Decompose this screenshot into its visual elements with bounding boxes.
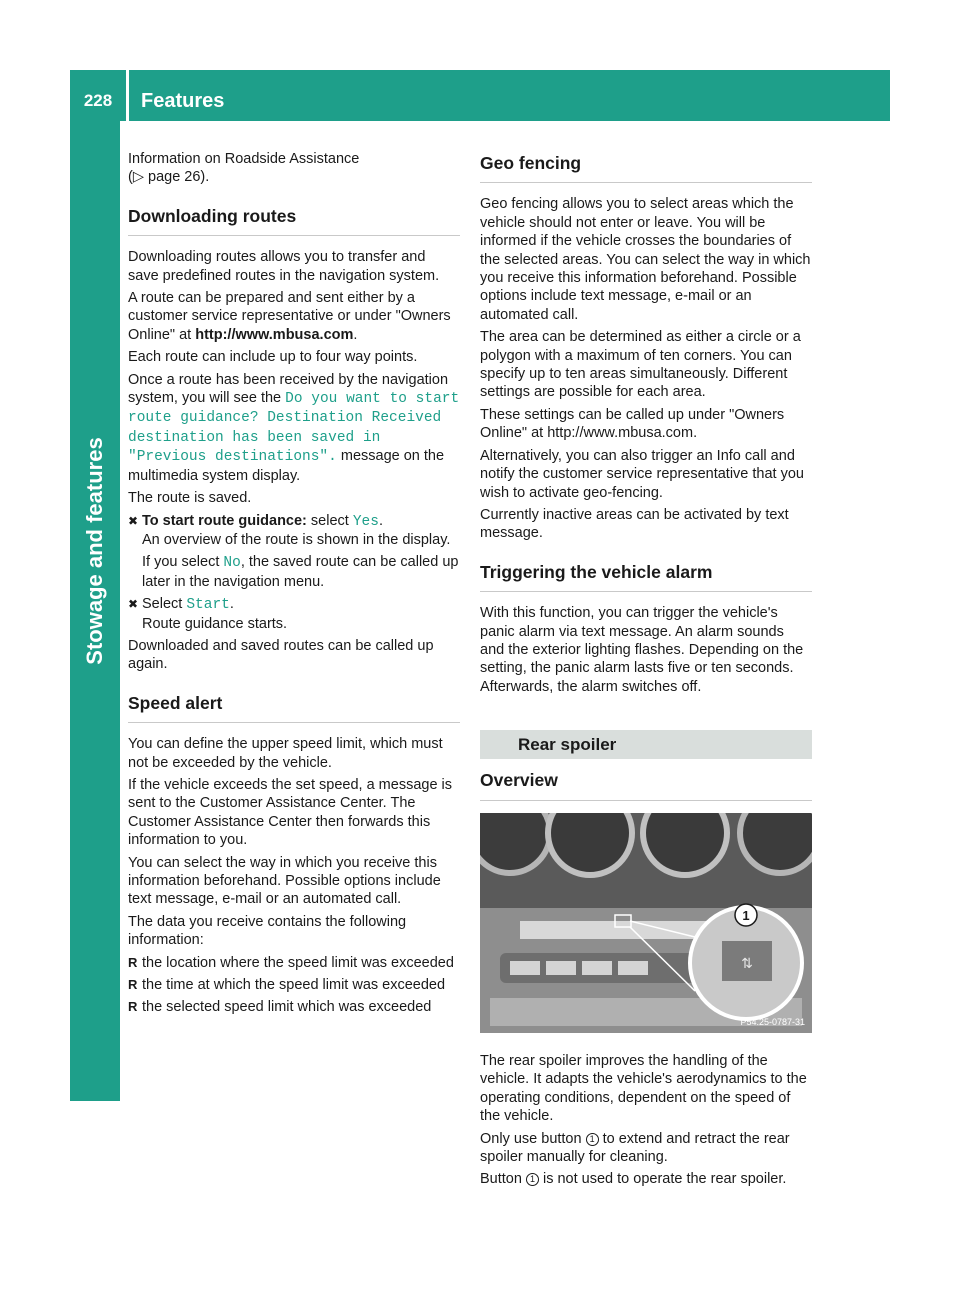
list-item (128, 954, 460, 972)
step-arrow-icon: ✖ (128, 513, 139, 528)
spoiler-p3-text: Button (480, 1171, 526, 1188)
spoiler-p2-end: to extend and retract the rear spoiler manually for cleaning. (480, 1130, 790, 1165)
spoiler-p2 (480, 1130, 812, 1167)
bullet-text: the selected speed limit which was exceeded (142, 999, 432, 1016)
step1-note2-text: If you select (142, 554, 224, 571)
geo-p1: Geo fencing allows you to select areas which the vehicle should not enter or leave. You will be informed if the vehicle crosses the boundaries of the selected areas. You can select the way in which you receive this information beforehand. Possible options include text message, e-mail or an automated call. (480, 196, 811, 323)
callout-1: 1 (742, 907, 750, 923)
downloading-p6: Downloaded and saved routes can be called up again. (128, 637, 434, 673)
start-option: Start (186, 597, 230, 614)
geo-heading: Geo fencing (480, 150, 812, 183)
page-header (70, 70, 890, 121)
spoiler-p2-text: Only use button (480, 1130, 586, 1147)
downloading-p2-end: . (353, 326, 358, 343)
downloading-p3: Each route can include up to four way points. (128, 349, 418, 366)
step1-note2 (128, 553, 460, 591)
chapter-sidebar (70, 121, 120, 1101)
speed-p4: The data you receive contains the following information: (128, 913, 407, 949)
step1-text: select (306, 512, 353, 529)
geo-p4: Alternatively, you can also trigger an Info call and notify the customer service representative that you wish to activate geo-fencing. (480, 447, 804, 501)
spoiler-p3-end: is not used to operate the rear spoiler. (538, 1171, 787, 1188)
speed-p2: If the vehicle exceeds the set speed, a message is sent to the Customer Assistance Center. The Customer Assistance Center then forwards this information to you. (128, 776, 453, 849)
downloading-heading: Downloading routes (128, 203, 460, 236)
downloading-p1: Downloading routes allows you to transfer and save predefined routes in the navigation system. (128, 249, 440, 284)
page-number: 228 (83, 91, 113, 110)
downloading-p2-text: A route can be prepared and sent either by a customer service representative or under "Owners Online" at (128, 290, 451, 343)
bullet-text: the time at which the speed limit was exceeded (142, 977, 446, 994)
display-message: Do you want to start route guidance? Destination Received destination has been saved in "Previous destinations". (128, 391, 460, 466)
step2-text: Select (142, 596, 187, 613)
bullet-text: the location where the speed limit was exceeded (142, 954, 454, 971)
header-title: Features (141, 90, 225, 112)
list-item (128, 998, 460, 1016)
downloading-p4-end: message on the multimedia system display. (128, 448, 445, 484)
step-select-start (128, 595, 460, 633)
header-divider (126, 70, 129, 121)
list-item (128, 976, 460, 994)
geo-p2: The area can be determined as either a circle or a polygon with a maximum of ten corners. You can specify up to ten areas simultaneously. Different settings are possible for each area. (480, 329, 801, 401)
downloading-p2 (128, 289, 460, 344)
right-column (480, 150, 812, 1193)
step1-end: . (378, 512, 383, 529)
roadside-intro-line1: Information on Roadside Assistance (128, 151, 360, 167)
mbusa-link[interactable]: http://www.mbusa.com (195, 326, 354, 343)
left-column (128, 150, 460, 1021)
downloading-p4-text: Once a route has been received by the navigation system, you will see the (128, 371, 449, 407)
downloading-p4 (128, 371, 460, 485)
alarm-p1: With this function, you can trigger the vehicle's panic alarm via text message. An alarm sounds and the exterior lighting flashes. Depending on the setting, the panic alarm lasts five or ten seconds. Afterwards, the alarm switches off. (480, 605, 804, 695)
bullet-icon: R (128, 999, 138, 1015)
bullet-icon: R (128, 977, 138, 993)
section-band: Rear spoiler (480, 730, 812, 759)
yes-option: Yes (352, 513, 379, 530)
bullet-icon: R (128, 954, 138, 970)
step2-note: Route guidance starts. (142, 615, 288, 632)
downloading-p5: The route is saved. (128, 490, 252, 507)
spoiler-p1: The rear spoiler improves the handling of the vehicle. It adapts the vehicle's aerodynamics to the operating conditions, dependent on the speed of the vehicle. (480, 1052, 807, 1125)
step2-end: . (229, 596, 234, 613)
speed-p1: You can define the upper speed limit, which must not be exceeded by the vehicle. (128, 736, 443, 771)
overview-heading: Overview (480, 767, 812, 800)
console-photo (480, 813, 812, 1033)
step1-note: An overview of the route is shown in the display. (142, 531, 451, 548)
step-arrow-icon: ✖ (128, 597, 139, 612)
chapter-label: Stowage and features (82, 437, 107, 665)
callout-ref: 1 (586, 1133, 599, 1146)
speed-heading: Speed alert (128, 690, 460, 723)
photo-code: P54.25-0787-31 (740, 1016, 805, 1027)
callout-ref: 1 (526, 1173, 539, 1186)
roadside-intro-line2: (▷ page 26). (128, 169, 210, 186)
geo-p5: Currently inactive areas can be activated by text message. (480, 506, 789, 542)
svg-text:⇅: ⇅ (741, 955, 753, 972)
step-start-guidance (128, 512, 460, 550)
spoiler-p3 (480, 1170, 812, 1188)
step1-note2-end: , the saved route can be called up later in the navigation menu. (142, 554, 459, 590)
no-option: No (223, 555, 241, 572)
speed-p3: You can select the way in which you receive this information beforehand. Possible options include text message, e-mail or an automated call. (128, 854, 441, 908)
step1-label: To start route guidance: (142, 512, 307, 529)
alarm-heading: Triggering the vehicle alarm (480, 559, 812, 592)
roadside-intro (128, 150, 460, 187)
geo-p3: These settings can be called up under "Owners Online" at http://www.mbusa.com. (480, 406, 785, 442)
